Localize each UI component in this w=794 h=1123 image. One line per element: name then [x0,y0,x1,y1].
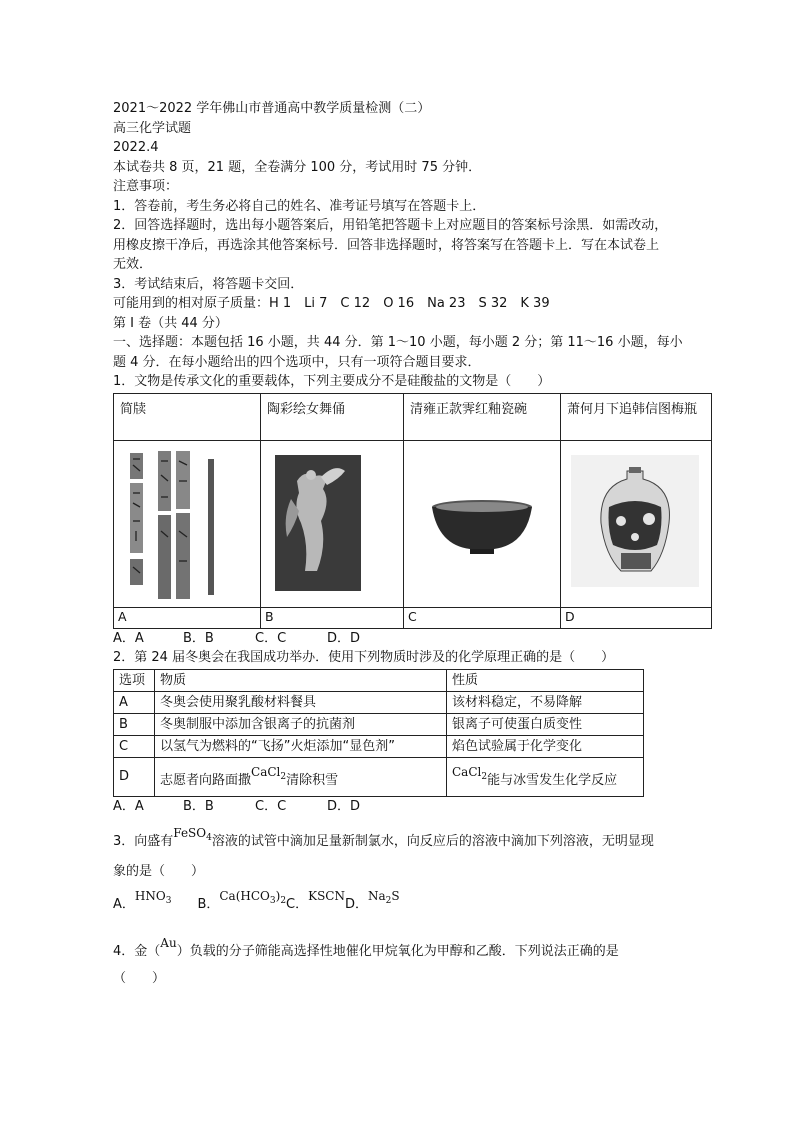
q1-label-d: D [561,607,712,628]
hno3-sub: 3 [165,896,172,906]
au-formula: Au [160,935,177,950]
q4-stem [113,935,709,962]
q3-option-a[interactable] [134,889,172,906]
exam-subject: 高三化学试题 [113,120,192,136]
q1-header-b: 陶彩绘女舞俑 [261,393,404,440]
q2-row-a-opt: A [114,691,155,713]
q2-row-c-opt: C [114,735,155,757]
q1-header-a: 简牍 [114,393,261,440]
q1-label-c: C [404,607,561,628]
q1-label-a: A [114,607,261,628]
note-2a: 2．回答选择题时，选出每小题答案后，用铅笔把答题卡上对应题目的答案标号涂黑．如需改动， [113,218,668,233]
q1-options [113,629,709,649]
cahco32-main: Ca(HCO [219,889,270,903]
cacl2-sub-2: 2 [481,771,488,782]
na2s-post: S [391,889,400,903]
q2-option-b[interactable]: B．B [183,798,214,814]
q3-stem-2: 象的是（ ） [113,863,205,879]
cacl2-main-2: CaCl [452,764,482,779]
q1-option-c[interactable]: C．C [255,630,287,646]
q2-row-d-substance-pre: 志愿者向路面撒 [160,772,252,788]
note-2b: 用橡皮擦干净后，再选涂其他答案标号．回答非选择题时，将答案写在答题卡上．写在本试卷上 [113,237,660,253]
q3-option-d-label[interactable]: D． [345,897,369,912]
q2-row-d-substance-post: 清除积雪 [286,772,339,788]
cacl2-formula-2 [452,764,488,782]
q1-image-c [404,440,561,607]
notes-title: 注意事项： [113,179,179,194]
q3-option-a-label[interactable]: A． [113,897,135,912]
red-glazed-bowl-image [404,441,560,607]
q2-col-property: 性质 [447,669,644,691]
q1-header-c: 清雍正款霁红釉瓷碗 [404,393,561,440]
bamboo-slips-image [114,441,260,607]
exam-page [113,99,709,989]
section-1b: 题 4 分．在每小题给出的四个选项中，只有一项符合题目要求． [113,354,481,370]
q2-row-c-property: 焰色试验属于化学变化 [447,735,644,757]
part-1-title: 第 I 卷（共 44 分） [113,315,228,331]
q2-row-c-substance: 以氢气为燃料的“飞扬”火炬添加“显色剂” [155,735,447,757]
q2-table [113,669,644,797]
q3-option-c[interactable]: KSCN [308,889,345,903]
q3-option-d[interactable] [368,889,400,906]
q3-stem [113,826,709,857]
q2-option-c[interactable]: C．C [255,798,287,814]
na2s-sub: 2 [385,896,392,906]
q2-row-b-property: 银离子可使蛋白质变性 [447,713,644,735]
q2-col-substance: 物质 [155,669,447,691]
cahco32-sub: 3 [269,896,276,906]
q2-option-d[interactable]: D．D [327,798,361,814]
q1-image-a [114,440,261,607]
q4-stem-pre: 4．金（ [113,943,161,959]
section-1a: 一、选择题：本题包括 16 小题，共 44 分．第 1～10 小题，每小题 2 分；第 11～16 小题，每小 [113,335,683,350]
na2s-main: Na [368,889,386,903]
q2-row-d-opt: D [114,757,155,796]
q4-stem-2: （ ） [113,971,166,986]
q1-label-b: B [261,607,404,628]
q1-option-d[interactable]: D．D [327,630,361,646]
q1-image-b [261,440,404,607]
q3-stem-pre: 3．向盛有 [113,834,174,849]
cahco32-post: ) [275,889,281,903]
q1-option-b[interactable]: B．B [183,630,214,646]
q2-stem: 2．第 24 届冬奥会在我国成功举办．使用下列物质时涉及的化学原理正确的是（ ） [113,650,615,665]
q2-row-a-property: 该材料稳定，不易降解 [447,691,644,713]
q3-option-b-label[interactable]: B． [197,897,220,912]
q3-option-c-label[interactable]: C． [286,897,309,912]
q2-options [113,797,709,817]
q2-row-d-substance [155,757,447,796]
q2-row-a-substance: 冬奥会使用聚乳酸材料餐具 [155,691,447,713]
q1-image-d [561,440,712,607]
q2-row-b-substance: 冬奥制服中添加含银离子的抗菌剂 [155,713,447,735]
plum-vase-image [561,441,711,607]
atomic-mass: 可能用到的相对原子质量：H 1 Li 7 C 12 O 16 Na 23 S 32 K 39 [113,296,550,311]
q2-col-option: 选项 [114,669,155,691]
q2-option-a[interactable]: A．A [113,798,144,814]
q2-row-b-opt: B [114,713,155,735]
cacl2-main: CaCl [251,764,281,779]
hno3-main: HNO [134,889,166,903]
feso4-formula [173,826,212,843]
note-1: 1．答卷前，考生务必将自己的姓名、准考证号填写在答题卡上． [113,198,486,214]
note-2c: 无效． [113,257,153,272]
exam-date: 2022.4 [113,140,159,155]
q1-option-a[interactable]: A．A [113,630,144,646]
q2-row-d-property-post: 能与冰雪发生化学反应 [487,772,618,788]
cahco32-sub2: 2 [280,896,287,906]
q3-stem-post: 溶液的试管中滴加足量新制氯水，向反应后的溶液中滴加下列溶液，无明显现 [211,834,654,849]
q2-row-d-property [447,757,644,796]
feso4-sub: 4 [206,833,212,843]
q1-table [113,393,712,629]
painted-dancer-figurine-image [261,441,403,607]
q3-options [113,889,709,920]
q1-header-d: 萧何月下追韩信图梅瓶 [561,393,712,440]
feso4-main: FeSO [173,826,207,840]
exam-info: 本试卷共 8 页，21 题，全卷满分 100 分，考试用时 75 分钟． [113,159,482,175]
cacl2-formula [251,764,287,782]
q3-option-b[interactable] [219,889,287,906]
note-3: 3．考试结束后，将答题卡交回． [113,276,304,292]
exam-title: 2021～2022 学年佛山市普通高中教学质量检测（二） [113,101,431,116]
q4-stem-post: ）负载的分子筛能高选择性地催化甲烷氧化为甲醇和乙酸．下列说法正确的是 [176,943,619,959]
cacl2-sub: 2 [280,771,287,782]
q1-stem: 1．文物是传承文化的重要载体，下列主要成分不是硅酸盐的文物是（ ） [113,374,551,389]
